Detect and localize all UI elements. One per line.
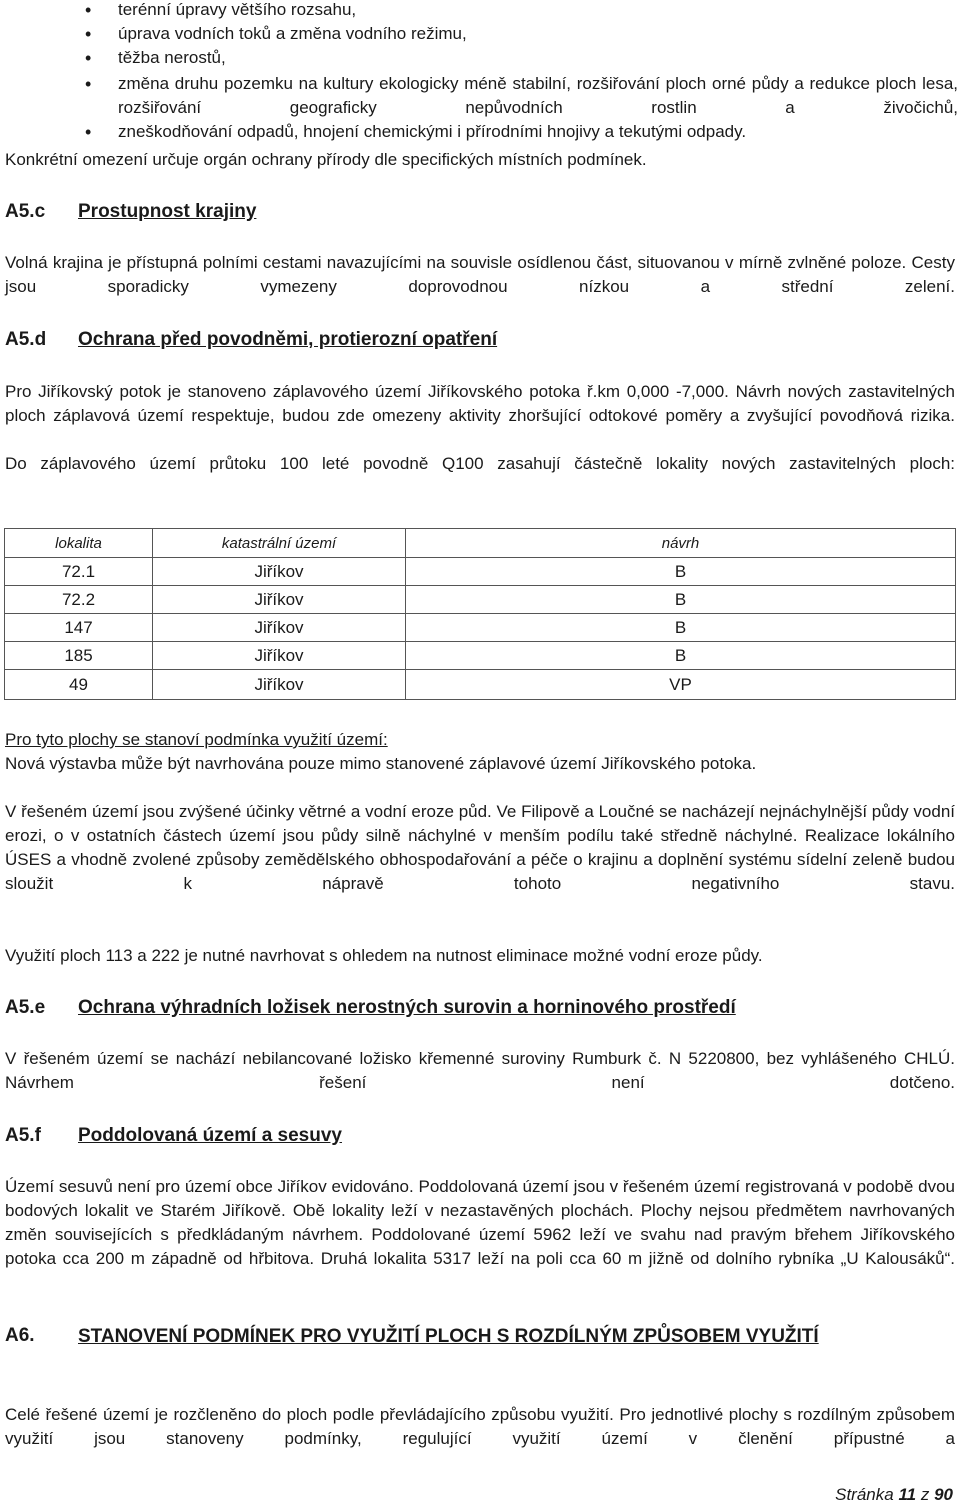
section-number: A5.e [5, 997, 46, 1018]
column-header: lokalita [5, 529, 153, 558]
bullet-icon: • [85, 0, 92, 20]
paragraph: Celé řešené území je rozčleněno do ploch podle převládajícího způsobu využití. Pro jednotlivé plochy s rozdílným způsobem využití jsou stanoveny podmínky, regulující využití území v členění přípustné a [5, 1405, 955, 1448]
section-title: Ochrana výhradních ložisek nerostných surovin a horninového prostředí [78, 997, 736, 1018]
table-cell: B [406, 642, 956, 670]
table-cell: B [406, 586, 956, 614]
bullet-icon: • [85, 24, 92, 44]
table-row [5, 670, 956, 700]
table-row [5, 614, 956, 642]
paragraph: Pro Jiříkovský potok je stanoveno záplavového území Jiříkovského potoka ř.km 0,000 -7,000. Návrh nových zastavitelných ploch záplavová území respektuje, budou zde omezeny aktivity zhoršující odtokové poměry a zvyšující povodňová rizika. [5, 382, 955, 425]
column-header: katastrální území [153, 529, 406, 558]
table-cell: B [406, 614, 956, 642]
section-title: Poddolovaná území a sesuvy [78, 1125, 342, 1146]
list-item: • změna druhu pozemku na kultury ekologicky méně stabilní, rozšiřování ploch orné půdy a redukce ploch lesa, rozšiřování geograficky nepůvodních rostlin a živočichů, [85, 74, 958, 117]
paragraph: V řešeném území jsou zvýšené účinky větrné a vodní eroze půd. Ve Filipově a Loučné se nacházejí nejnáchylnější půdy vodní erozi, o v ostatních částech území jsou půdy silně náchylné v menším podílu také středně náchylné. Realizace lokálního ÚSES a vhodně zvolené způsoby zemědělského obhospodařování a péče o krajinu a doplnění systému sídelní zeleně budou sloužit k nápravě tohoto negativního stavu. [5, 802, 955, 893]
list-item: • těžba nerostů, [85, 48, 226, 68]
table-cell: 185 [5, 642, 153, 670]
table-row [5, 642, 956, 670]
table-cell: B [406, 558, 956, 586]
paragraph: Do záplavového území průtoku 100 leté povodně Q100 zasahují částečně lokality nových zastavitelných ploch: [5, 454, 955, 473]
table-cell: 49 [5, 670, 153, 700]
section-title: STANOVENÍ PODMÍNEK PRO VYUŽITÍ PLOCH S ROZDÍLNÝM ZPŮSOBEM VYUŽITÍ [78, 1326, 819, 1347]
table-cell: 72.1 [5, 558, 153, 586]
list-item: • terénní úpravy většího rozsahu, [85, 0, 357, 20]
table-cell: VP [406, 670, 956, 700]
condition-label: Pro tyto plochy se stanoví podmínka využití území: [5, 730, 388, 749]
bullet-icon: • [85, 122, 92, 142]
table-cell: Jiříkov [153, 670, 406, 700]
table-cell: Jiříkov [153, 586, 406, 614]
table-cell: Jiříkov [153, 642, 406, 670]
paragraph: Volná krajina je přístupná polními cestami navazujícími na souvisle osídlenou část, situovanou v mírně zvlněné poloze. Cesty jsou sporadicky vymezeny doprovodnou nízkou a střední zelení. [5, 253, 955, 296]
table-cell: Jiříkov [153, 614, 406, 642]
table-cell: 147 [5, 614, 153, 642]
paragraph: V řešeném území se nachází nebilancované ložisko křemenné suroviny Rumburk č. N 5220800, bez vyhlášeného CHLÚ. Návrhem řešení není dotčeno. [5, 1049, 955, 1092]
section-title: Ochrana před povodněmi, protierozní opatření [78, 329, 498, 350]
section-title: Prostupnost krajiny [78, 201, 257, 222]
paragraph: Využití ploch 113 a 222 je nutné navrhovat s ohledem na nutnost eliminace možné vodní eroze půdy. [5, 946, 763, 965]
page-footer: Stránka 11 z 90 [835, 1485, 953, 1504]
table-row [5, 558, 956, 586]
table-header-row [5, 529, 956, 558]
column-header: návrh [406, 529, 956, 558]
lokality-table [4, 528, 956, 700]
bullet-icon: • [85, 48, 92, 68]
bullet-icon: • [85, 74, 92, 94]
paragraph: Území sesuvů není pro území obce Jiříkov evidováno. Poddolovaná území jsou v řešeném území registrovaná v podobě dvou bodových lokalit ve Starém Jiříkově. Obě lokality leží v nezastavěných plochách. Plochy nejsou předmětem navrhovaných změn souvisejících s předkládaným návrhem. Poddolované území 5962 leží ve svahu nad pravým břehem Jiříkovského potoka cca 200 m západně od hřbitova. Druhá lokalita 5317 leží na poli cca 60 m jižně od dolního rybníka „U Kalousáků“. [5, 1177, 955, 1268]
list-item: • zneškodňování odpadů, hnojení chemickými i přírodními hnojivy a tekutými odpady. [85, 122, 747, 142]
table-row [5, 586, 956, 614]
section-number: A6. [5, 1325, 35, 1346]
section-number: A5.d [5, 329, 47, 350]
table-cell: Jiříkov [153, 558, 406, 586]
section-number: A5.c [5, 201, 46, 222]
paragraph: Konkrétní omezení určuje orgán ochrany přírody dle specifických místních podmínek. [5, 150, 647, 169]
paragraph: Nová výstavba může být navrhována pouze mimo stanovené záplavové území Jiříkovského potoka. [5, 754, 757, 773]
table-cell: 72.2 [5, 586, 153, 614]
section-number: A5.f [5, 1125, 41, 1146]
list-item: • úprava vodních toků a změna vodního režimu, [85, 24, 467, 44]
